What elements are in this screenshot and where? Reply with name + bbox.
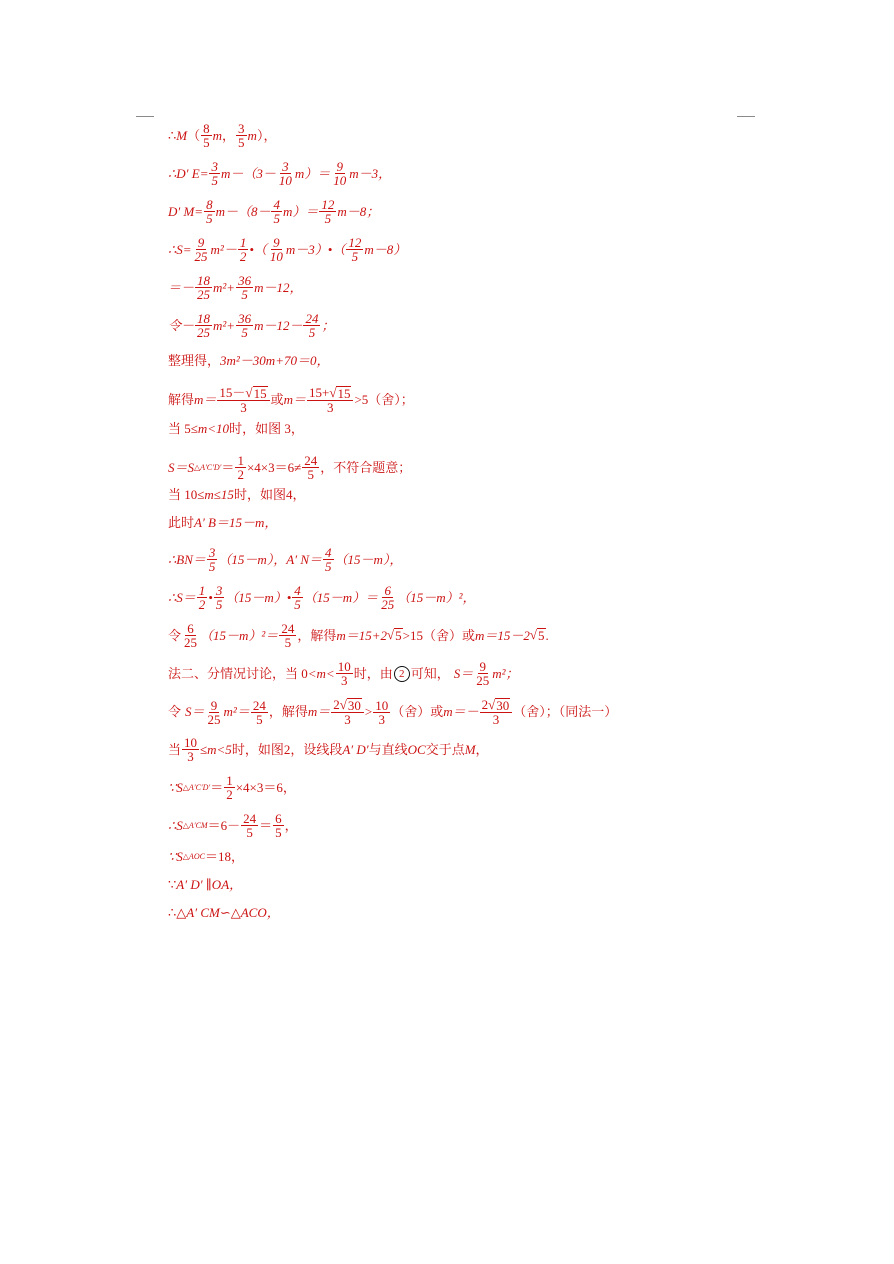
text: （ (187, 127, 201, 143)
fraction: $\frac{4}{5}$ (325, 545, 332, 574)
solution-line-6 (168, 312, 334, 339)
text: S＝ (453, 665, 474, 681)
text: （15－m），A′ N＝ (218, 551, 322, 567)
fraction: $\frac{4}{5}$ (294, 583, 301, 612)
text: ∵S (168, 849, 183, 864)
fraction: $\frac{24}{5}$ (304, 453, 318, 482)
circled-number: 2 (394, 666, 410, 682)
text: ＝ (259, 817, 273, 833)
text: ）， (256, 127, 277, 143)
text: A′ B＝15－m， (194, 515, 278, 530)
fraction: $\frac{8}{5}$ (206, 197, 213, 226)
text: 时，如图2，设线段 (231, 741, 343, 757)
text: ∴BN＝ (168, 551, 206, 567)
therefore-symbol: ∴ (168, 127, 177, 143)
solution-line-14 (168, 584, 475, 611)
fraction: $\frac{3}{5}$ (211, 159, 218, 188)
fraction: $\frac{3}{5}$ (208, 545, 216, 574)
solution-line-3 (168, 198, 379, 225)
text: m－3）•（ (285, 241, 346, 257)
text: （舍）；（同法一） (513, 704, 618, 719)
solution-line-9 (168, 422, 304, 436)
text: m²+ (213, 317, 236, 333)
solution-line-15 (168, 622, 549, 649)
text: ∵S (168, 779, 183, 795)
solution-line-12 (168, 516, 277, 530)
solution-line-4 (168, 236, 406, 263)
solution-line-7 (168, 354, 329, 368)
text: m）＝ (282, 203, 319, 219)
fraction: $\frac{10}{3}$ (337, 659, 351, 688)
text: （15－m）• (225, 589, 292, 605)
fraction: $\frac{18}{25}$ (197, 311, 211, 340)
fraction: 15－√ 15 3 (217, 386, 269, 414)
page-corner-mark-left (136, 116, 154, 117)
text: ∴△ (168, 905, 187, 920)
solution-line-5 (168, 274, 302, 301)
text: 解得 (168, 392, 195, 407)
text: 或 (270, 392, 284, 407)
text: ≤m<10 (190, 421, 230, 436)
solution-line-1 (168, 122, 276, 149)
solution-line-10: S＝S △A′C′D′ ＝ $\frac{1}{2}$ ×4×3＝6≠ $\frac{24}{5}$ ，不符合题意； (168, 453, 412, 482)
solution-line-2 (168, 160, 391, 187)
fraction: $\frac{9}{25}$ (476, 659, 490, 688)
text: m－12， (254, 279, 303, 295)
fraction: $\frac{12}{5}$ (348, 235, 362, 264)
text: 当 (168, 741, 182, 757)
fraction: $\frac{1}{2}$ (198, 583, 206, 612)
fraction: $\frac{24}{5}$ (281, 621, 295, 650)
solution-line-20: ∴S △A′CM ＝6－ $\frac{24}{5}$ ＝ $\frac{6}{5}$ ， (168, 811, 298, 840)
text: m²＝ (223, 704, 250, 719)
fraction: $\frac{36}{5}$ (238, 273, 252, 302)
text: 当 10 (168, 487, 198, 502)
solution-line-16 (168, 660, 519, 687)
fraction: $\frac{10}{3}$ (184, 735, 198, 764)
text: ，不符合题意； (320, 459, 412, 475)
solution-line-8 (168, 386, 414, 414)
text: 此时 (168, 515, 195, 530)
text: （15－m）²＝ (200, 627, 279, 643)
fraction: $\frac{18}{25}$ (197, 273, 211, 302)
text: ∴S (168, 817, 183, 833)
text: ； (321, 317, 335, 333)
solution-line-13 (168, 546, 402, 573)
text: ， (475, 741, 489, 757)
text: （15－m）， (334, 551, 403, 567)
fraction: $\frac{1}{2}$ (239, 235, 247, 264)
solution-line-19: ∵S △A′C′D′ ＝ $\frac{1}{2}$ ×4×3＝6， (168, 773, 296, 802)
solution-line-23 (168, 906, 280, 920)
text: A′ D′ ∥OA， (176, 877, 243, 892)
text: ≤m<5 (200, 741, 232, 757)
text: m－（3－ (220, 165, 276, 181)
fraction: $\frac{3}{5}$ (215, 583, 223, 612)
sqrt: √ 5 (387, 627, 402, 643)
text: m²+ (213, 279, 236, 295)
text: >5（舍）； (354, 392, 414, 407)
text: ＝－ (168, 279, 195, 295)
fraction: $\frac{1}{2}$ (237, 453, 244, 482)
text: m＝15－2 (474, 627, 530, 643)
text: ×4×3＝6≠ (246, 459, 302, 475)
fraction: $\frac{9}{10}$ (333, 159, 347, 188)
fraction: $\frac{24}{5}$ (305, 311, 319, 340)
text: m－8） (364, 241, 407, 257)
fraction: $\frac{6}{25}$ (184, 621, 198, 650)
variable: m (247, 127, 257, 143)
fraction: $\frac{24}{5}$ (252, 697, 266, 727)
text: m－12－ (254, 317, 303, 333)
text: A′ D′ (342, 741, 369, 757)
text: 时，由 (353, 665, 393, 681)
text: （15－m）＝ (303, 589, 379, 605)
text: > (364, 704, 373, 719)
text: m＝－ (443, 704, 479, 719)
solution-line-11 (168, 488, 305, 502)
fraction: $\frac{4}{5}$ (273, 197, 280, 226)
text: 整理得， (168, 353, 221, 368)
text: ∵ (168, 877, 177, 892)
text: 可知， (410, 665, 450, 681)
variable: m (212, 127, 223, 143)
fraction: $\frac{8}{5}$ (203, 121, 210, 150)
solution-line-17 (168, 698, 617, 726)
page-corner-mark-right (737, 116, 755, 117)
fraction: $\frac{1}{2}$ (226, 773, 233, 802)
text: M (464, 741, 476, 757)
fraction: $\frac{9}{25}$ (207, 697, 221, 727)
text: ＝6－ (207, 817, 241, 833)
text: m＝ (194, 392, 217, 407)
text: ，解得 (297, 627, 337, 643)
text: m²； (492, 665, 519, 681)
fraction: $\frac{3}{5}$ (238, 121, 245, 150)
text: 令 (168, 704, 182, 719)
text: m＝ (307, 704, 331, 719)
solution-line-18 (168, 736, 489, 763)
fraction: 15+√ 15 3 (307, 386, 353, 414)
text: m）＝ (294, 165, 331, 181)
sqrt: √ 5 (529, 627, 545, 643)
text: <m< (307, 665, 335, 681)
fraction: $\frac{12}{5}$ (321, 197, 335, 226)
text: m＝15+2 (336, 627, 387, 643)
text: 当 5 (168, 421, 191, 436)
text: ， (284, 817, 298, 833)
fraction: $\frac{10}{3}$ (375, 697, 389, 727)
text: （15－m）²， (397, 589, 476, 605)
equation: 3m²－30m+70＝0， (220, 353, 330, 368)
text: （舍）或 (391, 704, 444, 719)
text: m＝ (283, 392, 306, 407)
text: m－3， (349, 165, 392, 181)
solution-line-22 (168, 878, 242, 892)
text: 时，如图 3， (229, 421, 304, 436)
text: ≤m≤15 (197, 487, 234, 502)
fraction: $\frac{36}{5}$ (238, 311, 252, 340)
text: 令 (168, 627, 182, 643)
text: S＝S (168, 459, 195, 475)
text: 交于点 (425, 741, 465, 757)
text: 法二、分情况讨论，当 0 (168, 665, 308, 681)
text: ，解得 (268, 704, 308, 719)
text: 时，如图4， (233, 487, 306, 502)
text: m－8； (337, 203, 380, 219)
fraction: $\frac{6}{5}$ (275, 811, 282, 840)
text: ＝ (210, 779, 224, 795)
text: ， (222, 127, 236, 143)
fraction: 2√ 30 3 (480, 698, 513, 726)
text: 令－ (168, 317, 195, 333)
text: . (545, 627, 549, 643)
fraction: $\frac{9}{10}$ (269, 235, 283, 264)
solution-line-21: ∵S △AOC ＝18， (168, 849, 244, 864)
text: ×4×3＝6， (235, 779, 296, 795)
text: m－（8－ (215, 203, 271, 219)
text: S＝ (185, 704, 205, 719)
text: • (208, 589, 213, 605)
text: 与直线 (368, 741, 408, 757)
fraction: $\frac{6}{25}$ (381, 583, 395, 612)
text: OC (407, 741, 426, 757)
fraction: $\frac{9}{25}$ (194, 235, 208, 264)
text: ＝18， (204, 849, 244, 864)
text: ＝ (221, 459, 235, 475)
text: ∴S= (168, 241, 192, 257)
text: >15（舍）或 (402, 627, 475, 643)
text: ∴D′ E= (168, 165, 209, 181)
fraction: $\frac{24}{5}$ (243, 811, 257, 840)
fraction: 2√ 30 3 (331, 698, 364, 726)
text: ∴S＝ (168, 589, 196, 605)
text: m²－ (210, 241, 237, 257)
text: A′ CM∽△ACO， (186, 905, 280, 920)
text: D′ M= (168, 203, 204, 219)
point-label: M (176, 127, 188, 143)
fraction: $\frac{3}{10}$ (278, 159, 292, 188)
text: •（ (249, 241, 267, 257)
